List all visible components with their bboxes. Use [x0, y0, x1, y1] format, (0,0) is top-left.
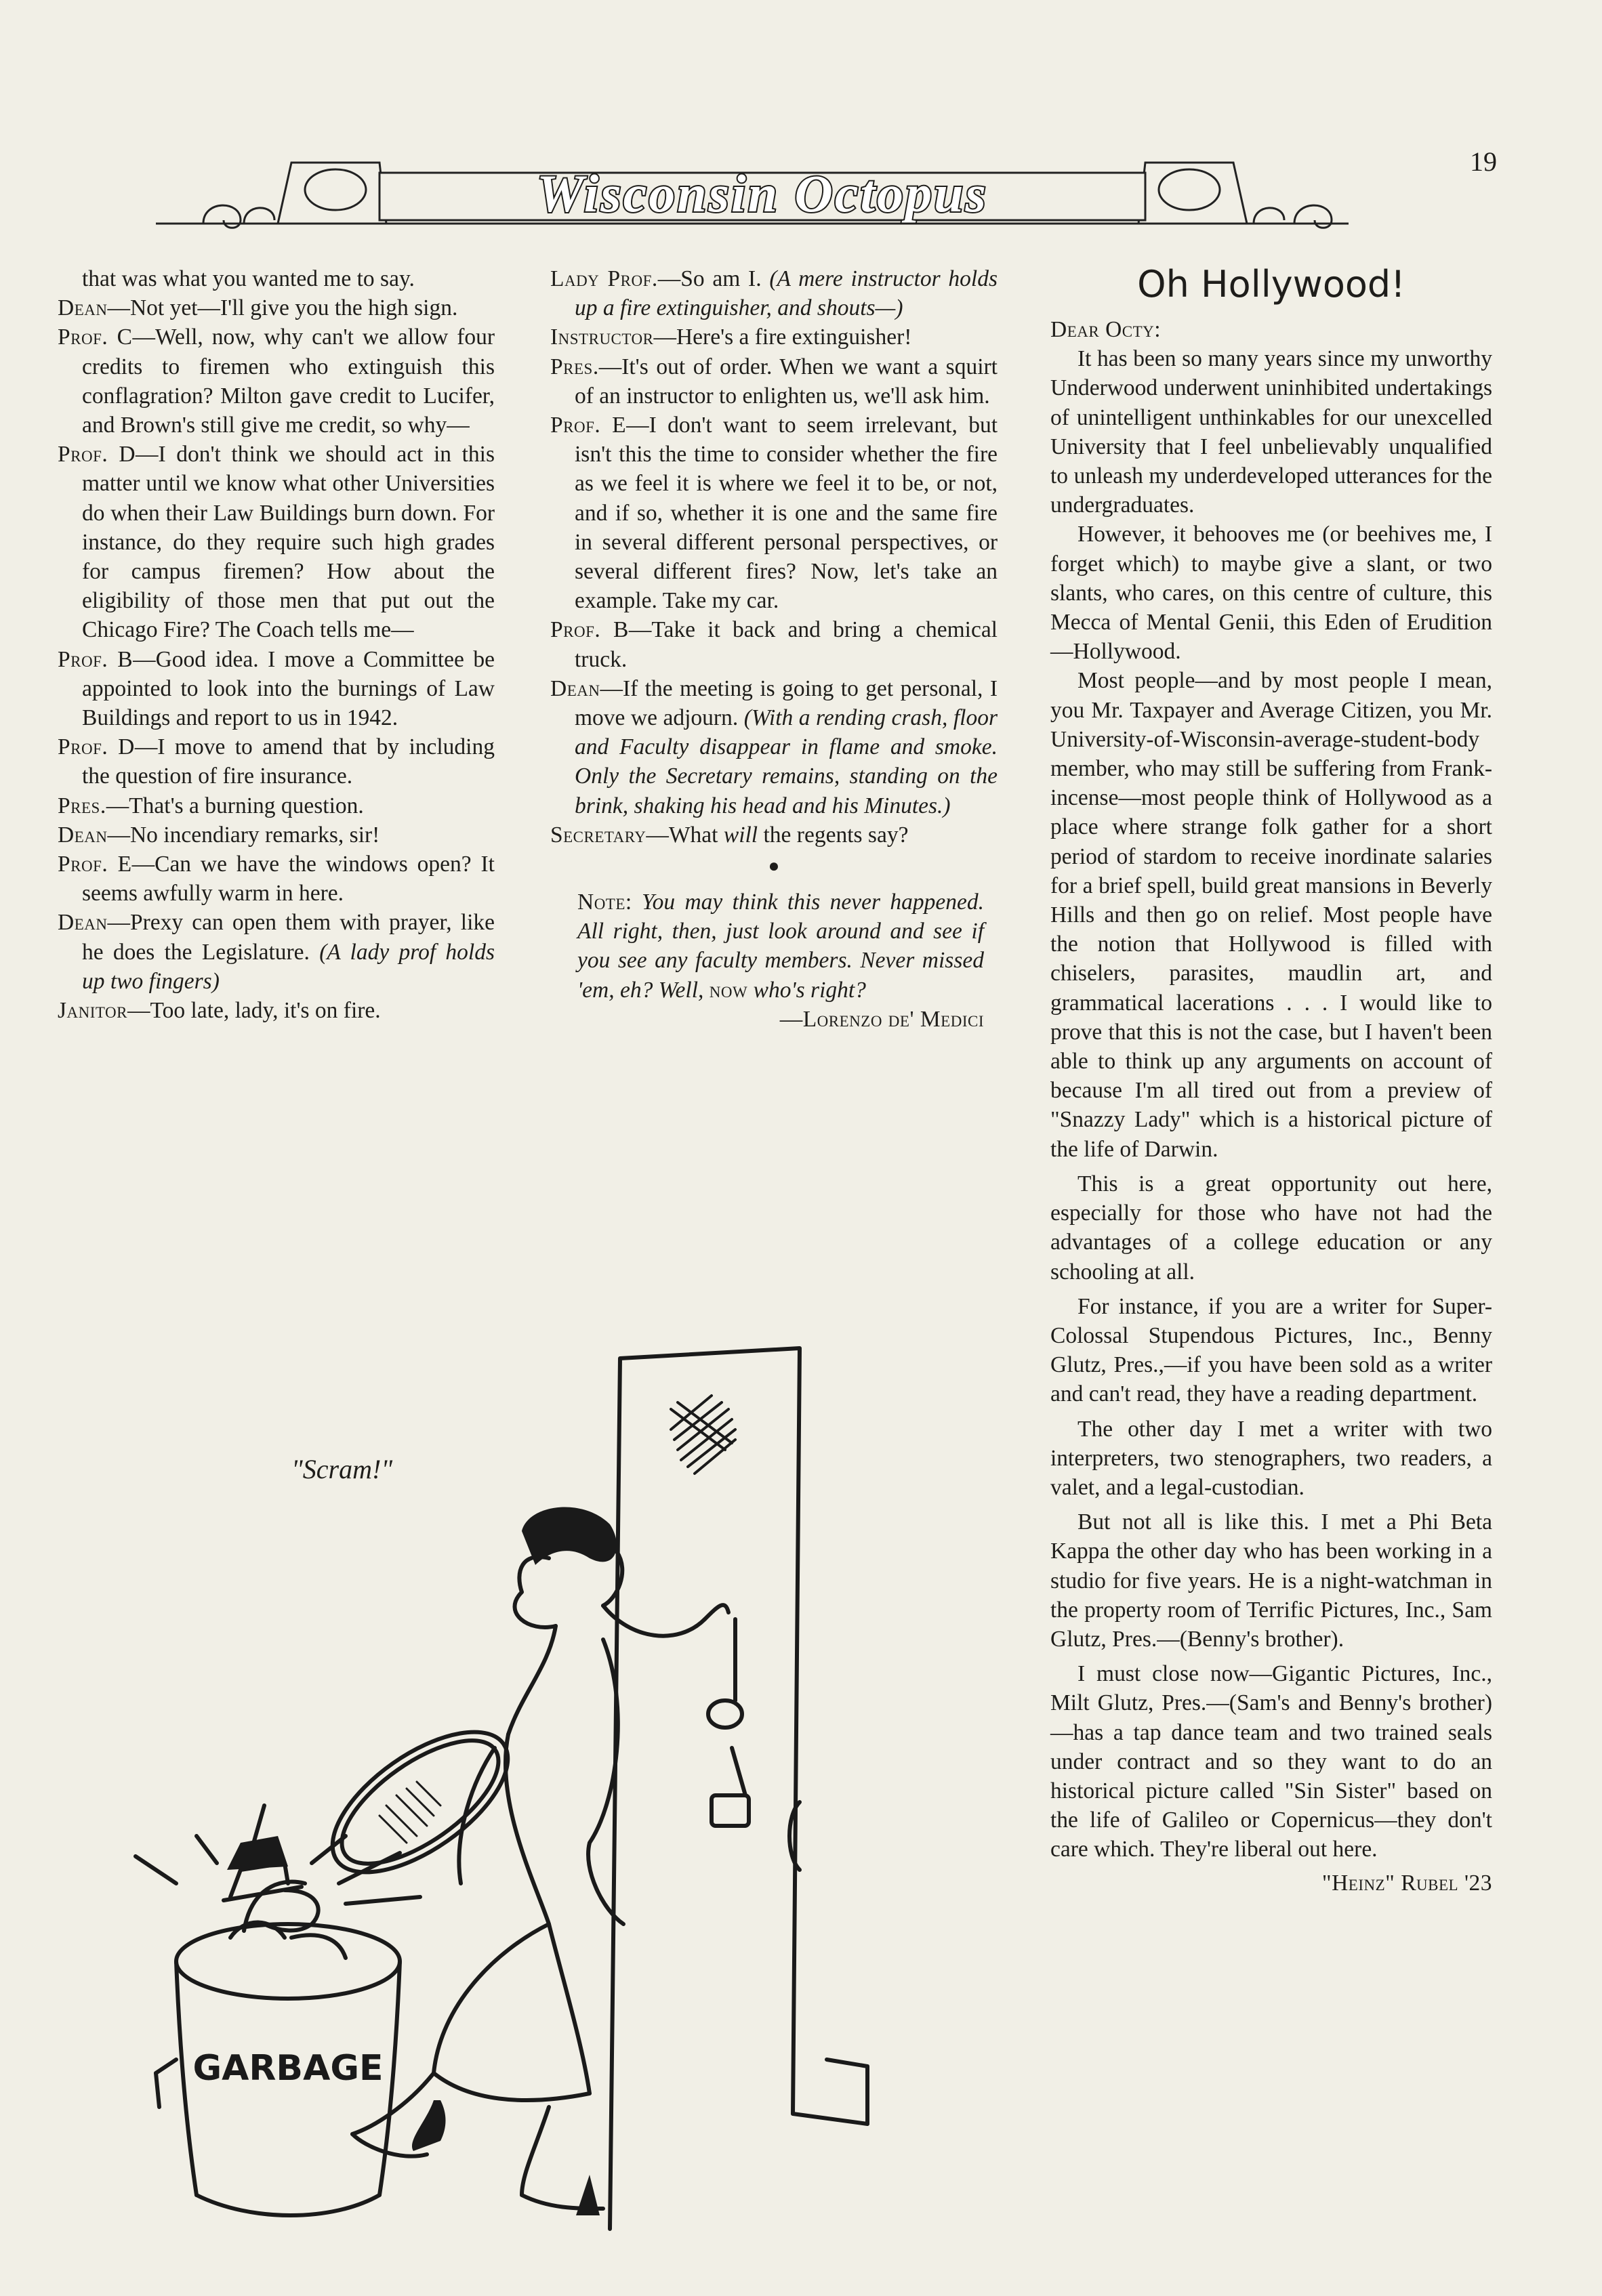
dialogue-line — [550, 322, 998, 352]
dialogue-line — [550, 615, 998, 673]
dialogue-line — [58, 820, 495, 850]
dialogue-line — [550, 674, 998, 820]
dialogue-line — [58, 791, 495, 820]
bullet-divider: ● — [768, 856, 780, 877]
speaker-name: Prof. B — [58, 646, 134, 672]
stage-direction: (With a rending crash, floor and Faculty disappear in flame and smoke. Only the Secretary remains, standing on the brink, shaking his head and his Minutes.) — [575, 705, 998, 818]
dialogue-text: —Prexy can open them with prayer, like he does the Legislature. — [82, 910, 495, 965]
dialogue-line — [58, 440, 495, 644]
speaker-name: Dean — [550, 675, 600, 701]
dialogue-text: —Can we have the windows open? It seems awfully warm in here. — [82, 852, 495, 906]
editor-note — [550, 888, 998, 1034]
article-paragraph: It has been so many years since my unworthy Underwood underwent uninhibited undertakings of unintelligent unthinkables for our unexcelled University that I feel unbelievably unqualified to unleash my underdeveloped utterances for the undergraduates. — [1050, 346, 1492, 518]
article-paragraph: This is a great opportunity out here, especially for those who have not had the advantages of a college education or any schooling at all. — [1050, 1171, 1492, 1285]
speaker-name: Dean — [58, 295, 108, 321]
speaker-name: Secretary — [550, 822, 646, 848]
stage-direction: (A mere instructor holds up a fire extinguisher, and shouts—) — [575, 266, 998, 321]
dialogue-line — [58, 908, 495, 996]
column-2 — [550, 264, 998, 1034]
speaker-name: Pres. — [550, 354, 599, 379]
dialogue-text: —I move to amend that by including the question of fire insurance. — [82, 734, 495, 789]
dialogue-text: —I don't want to seem irrelevant, but isn't this the time to consider whether the fire as we feel it is where we feel it to be, or not, and if so, whether it is one and the same fire in several different personal perspectives, or several different fires? Now, let's take an example. Take my car. — [575, 413, 998, 614]
speaker-name: Dean — [58, 910, 108, 936]
byline: —Lorenzo de' Medici — [779, 1006, 984, 1032]
speaker-name: Lady Prof. — [550, 266, 658, 291]
note-text: who's right? — [747, 977, 866, 1003]
article-headline: Oh Hollywood! — [1137, 263, 1405, 306]
note-now: now — [709, 977, 748, 1003]
dialogue-text: —I don't think we should act in this matter until we know what other Universities do when their Law Buildings burn down. For instance, do they require such high grades for campus firemen? How about the eligibility of those men that put out the Chicago Fire? The Coach tells me— — [82, 442, 495, 643]
column-3 — [1050, 261, 1492, 1898]
garbage-can-label: GARBAGE — [192, 2048, 384, 2089]
dialogue-line — [58, 732, 495, 791]
dialogue-text: —So am I. — [657, 266, 770, 291]
cartoon-illustration — [115, 1328, 969, 2236]
dialogue-line — [58, 850, 495, 908]
column-1 — [58, 264, 495, 1025]
article-paragraph: For instance, if you are a writer for Super-Colossal Stupendous Pictures, Inc., Benny Glutz, Pres.,—if you have been sold as a writer and can't read, they have a reading department. — [1050, 1293, 1492, 1407]
dialogue-text: —Take it back and bring a chemical truck. — [575, 617, 998, 672]
note-label: Note: — [577, 890, 632, 915]
dialogue-text: —Well, now, why can't we allow four credits to firemen who extinguish this conflagration? Milton gave credit to Lucifer, and Brown's still give me credit, so why— — [82, 325, 495, 438]
speaker-name: Prof. E — [550, 413, 627, 438]
masthead-title: Wisconsin Octopus — [537, 164, 988, 223]
speaker-name: Prof. B — [550, 617, 629, 643]
article-paragraph: The other day I met a writer with two interpreters, two stenographers, two readers, a valet, and a legal-custodian. — [1050, 1416, 1492, 1500]
article-paragraph: Most people—and by most people I mean, you Mr. Taxpayer and Average Citizen, you Mr. University-of-Wisconsin-average-student-body member, who may still be suffering from Frank-incense—most people think of Hollywood as a place where strange folk gather for a short period of stardom to receive inordinate salaries for a brief spell, build great mansions in Beverly Hills and then go on relief. Most people have the notion that Hollywood is filled with chiselers, parasites, maudlin art, and grammatical lacerations . . . I would like to prove that this is not the case, but I haven't been able to think up any arguments on account of because I'm all tired out from a preview of "Snazzy Lady" which is a historical picture of the life of Darwin. — [1050, 668, 1492, 1162]
dialogue-text: —That's a burning question. — [106, 793, 364, 818]
speaker-name: Instructor — [550, 325, 654, 350]
dialogue-line — [58, 645, 495, 733]
dialogue-text: —It's out of order. When we want a squirt of an instructor to enlighten us, we'll ask him. — [575, 354, 998, 409]
text-paragraph: that was what you wanted me to say. — [82, 266, 415, 291]
speaker-name: Janitor — [58, 998, 128, 1024]
dialogue-line — [550, 411, 998, 615]
dialogue-text: —What — [646, 822, 724, 848]
speaker-name: Pres. — [58, 793, 106, 818]
speaker-name: Prof. D — [58, 442, 136, 467]
article-paragraph: I must close now—Gigantic Pictures, Inc., Milt Glutz, Pres.—(Sam's and Benny's brother)—has a tap dance team and two trained seals under contract and so they want to do an historical picture called "Sin Sister" based on the life of Galileo or Copernicus—they don't care which. They're liberal out here. — [1050, 1661, 1492, 1862]
dialogue-text: —Here's a fire extinguisher! — [653, 325, 912, 350]
page-number: 19 — [1470, 146, 1497, 177]
speaker-name: Dean — [58, 822, 108, 848]
masthead-banner — [156, 135, 1376, 244]
salutation: Dear Octy: — [1050, 317, 1162, 342]
dialogue-line — [550, 352, 998, 411]
article-paragraph: However, it behooves me (or beehives me, I forget which) to maybe give a slant, or two slants, who cares, on this centre of culture, this Mecca of Mental Genii, this Eden of Erudition—Hollywood. — [1050, 522, 1492, 665]
note-text: You may think this never happened. All right, then, just look around and see if you see any faculty members. Never missed 'em, eh? Well, — [577, 890, 984, 1003]
dialogue-text: —Too late, lady, it's on fire. — [127, 998, 381, 1024]
stage-direction: (A lady prof holds up two fingers) — [82, 939, 495, 994]
speaker-name: Prof. D — [58, 734, 135, 760]
dialogue-line — [58, 293, 495, 322]
speaker-name: Prof. E — [58, 852, 132, 877]
dialogue-text: —Good idea. I move a Committee be appointed to look into the burnings of Law Buildings and report to us in 1942. — [82, 646, 495, 731]
dialogue-text: —No incendiary remarks, sir! — [107, 822, 380, 848]
dialogue-line — [58, 322, 495, 440]
byline: "Heinz" Rubel '23 — [1321, 1870, 1492, 1896]
speaker-name: Prof. C — [58, 325, 133, 350]
dialogue-line — [550, 264, 998, 322]
dialogue-text: —Not yet—I'll give you the high sign. — [107, 295, 458, 321]
dialogue-line — [58, 996, 495, 1025]
emphasis-text: will — [723, 822, 758, 848]
dialogue-text: —If the meeting is going to get personal, I move we adjourn. — [575, 675, 998, 731]
article-paragraph: But not all is like this. I met a Phi Beta Kappa the other day who has been working in a studio for five years. He is a night-watchman in the property room of Terrific Pictures, Inc., Sam Glutz, Pres.—(Benny's brother). — [1050, 1509, 1492, 1652]
cartoon-caption: "Scram!" — [291, 1454, 393, 1484]
dialogue-text: the regents say? — [758, 822, 909, 848]
dialogue-line — [550, 820, 998, 850]
